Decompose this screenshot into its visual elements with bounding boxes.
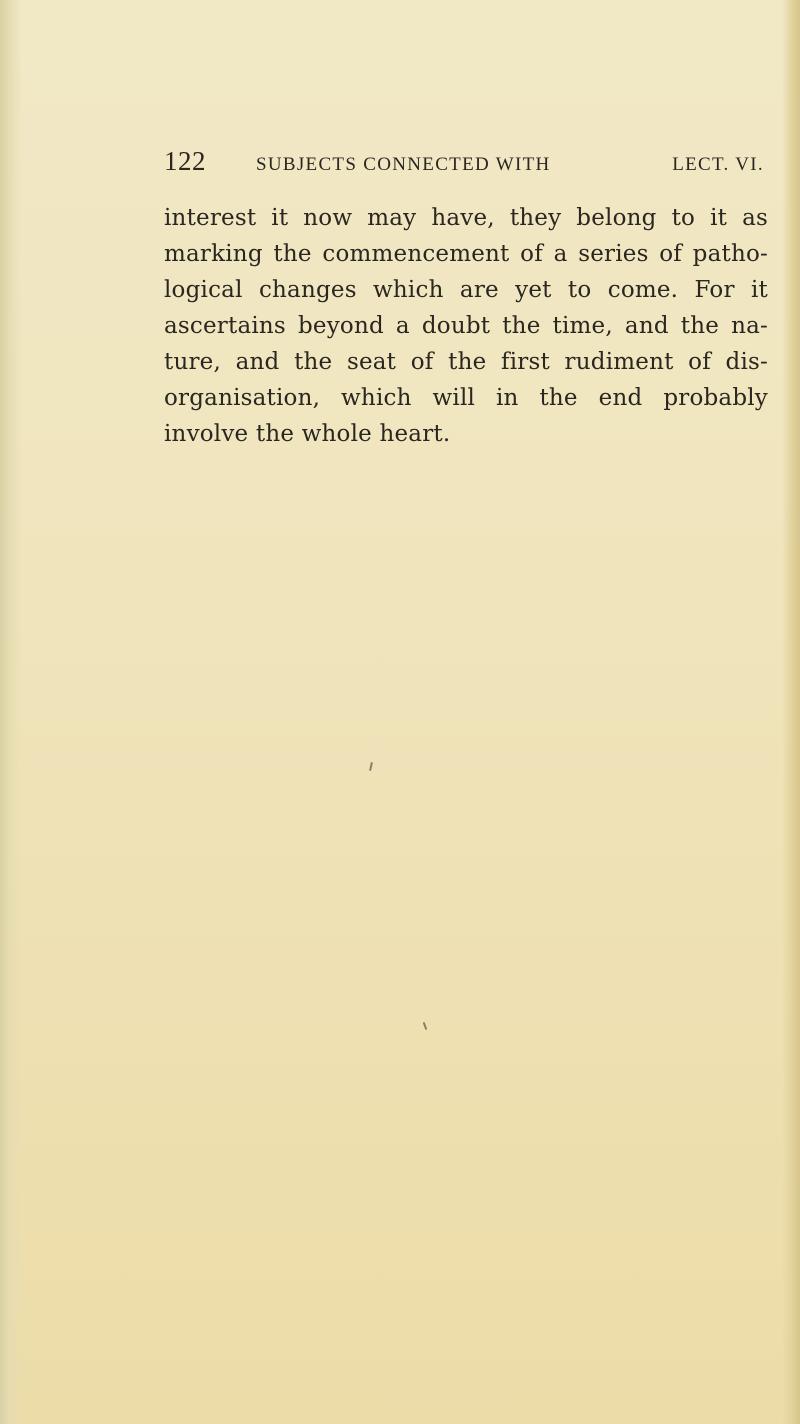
text-line: involve the whole heart. (164, 421, 451, 447)
text-line: organisation, which will in the end probably (164, 385, 768, 411)
running-head-title: SUBJECTS CONNECTED WITH (256, 154, 551, 175)
running-head-section: LECT. VI. (672, 154, 764, 175)
text-line: interest it now may have, they belong to it as (164, 205, 768, 231)
paper-speck (423, 1022, 428, 1030)
text-line: ascertains beyond a doubt the time, and the na- (164, 313, 768, 339)
body-paragraph (164, 200, 768, 452)
text-line: marking the commencement of a series of patho- (164, 241, 768, 267)
running-head (164, 146, 764, 178)
page-number: 122 (164, 146, 206, 176)
text-line: logical changes which are yet to come. For it (164, 277, 768, 303)
paper-speck (369, 762, 373, 771)
text-line: ture, and the seat of the first rudiment of dis- (164, 349, 768, 375)
